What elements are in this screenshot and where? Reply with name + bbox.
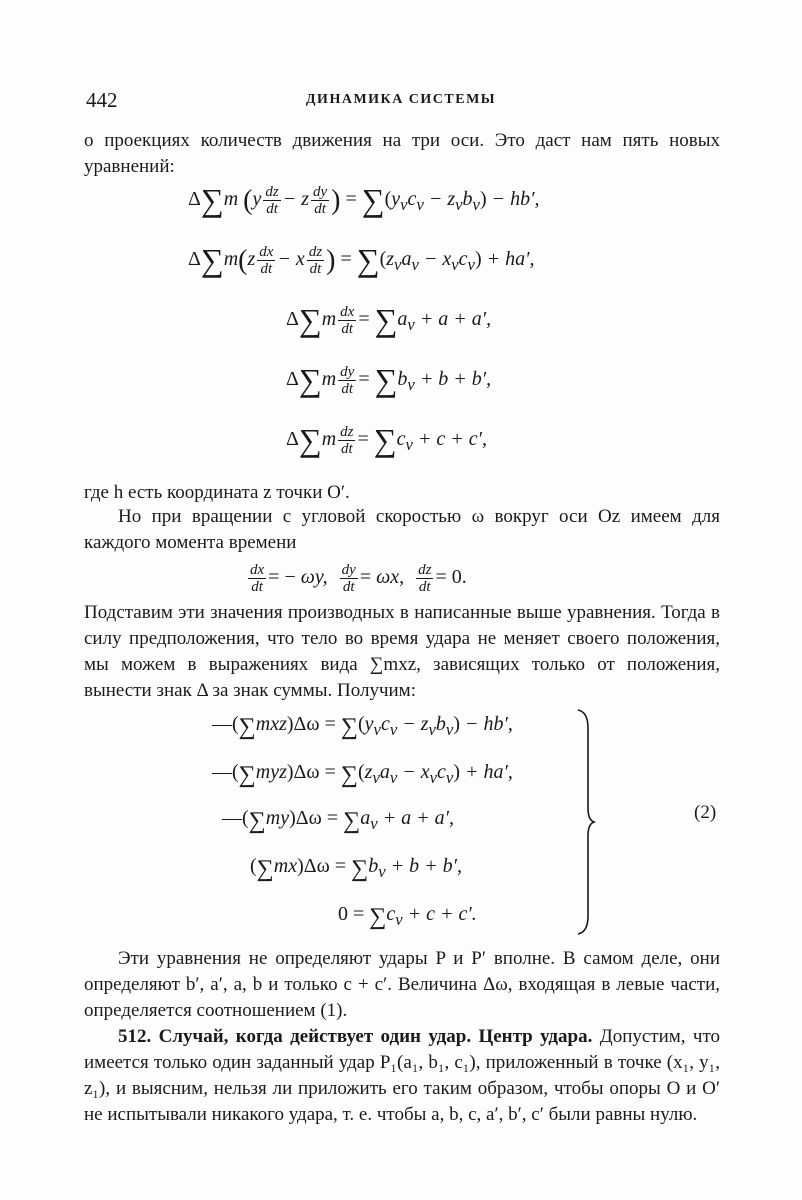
where-line: где h есть координата z точки O′. xyxy=(84,482,350,503)
equation-2-3: —(∑my)Δω = $\sum a_\nu + a + a'$, xyxy=(222,807,454,834)
intro-paragraph: о проекциях количеств движения на три оси. Это даст нам пять новых уравнений: xyxy=(84,130,720,177)
equation-2-2: —(∑myz)Δω = $\sum(z_\nu a_\nu - x_\nu c_\nu) + ha'$, xyxy=(212,761,513,788)
running-header: ДИНАМИКА СИСТЕМЫ xyxy=(305,92,497,107)
right-brace xyxy=(576,708,596,936)
equation-2-5: $0 = \sum c_\nu + c + c'$. xyxy=(338,903,477,930)
equation-number: (2) xyxy=(694,802,717,823)
equation-2-1: —(∑mxz)Δω = $\sum(y_\nu c_\nu - z_\nu b_\nu) - hb'$, xyxy=(212,713,513,740)
remark-paragraph: Эти уравнения не определяют удары P и P′ вполне. В самом деле, они определяют b′, a′, a, b и только c + c′. Величина Δω, входящая в левые части, определяется соотношением (1). xyxy=(84,948,720,1021)
equation-3: Δ∑m $\frac{dx}{dt}$ = $\sum a_\nu + a + a'$, xyxy=(286,302,492,339)
equation-2-4: $(\sum mx)\Delta\omega = \sum b_\nu + b + b'$, xyxy=(250,855,462,882)
section-512 xyxy=(84,1024,720,1128)
page-number: 442 xyxy=(86,88,118,112)
equation-4: Δ∑m $\frac{dy}{dt}$ = $\sum b_\nu + b + b'$, xyxy=(286,362,492,399)
equation-5: Δ∑m $\frac{dz}{dt}$ = $\sum c_\nu + c + c'$, xyxy=(286,422,487,459)
equation-2: Δ∑m(z $\frac{dx}{dt}$ − x $\frac{dz}{dt}$ ) = $\sum(z_\nu a_\nu - x_\nu c_\nu) + ha'$, xyxy=(188,242,535,279)
section-heading: 512. Случай, когда действует один удар. Центр удара. xyxy=(118,1026,593,1047)
rotation-paragraph: Но при вращении с угловой скоростью ω вокруг оси Oz имеем для каждого момента времени xyxy=(84,506,720,553)
equation-1: Δ∑m (y $\frac{dz}{dt}$ − z $\frac{dy}{dt}$ ) = $\sum(y_\nu c_\nu - z_\nu b_\nu) - hb'$, xyxy=(188,182,540,219)
section-text: Допустим, что имеется только один заданный удар P₁(a₁, b₁, c₁), приложенный в точке (x₁, y₁, z₁), и выясним, нельзя ли приложить его таким образом, чтобы опоры O и O′ не испытывали никакого удара, т. е. чтобы a, b, c, a′, b′, c′ были равны нулю. xyxy=(84,1026,721,1125)
substitution-paragraph: Подставим эти значения производных в написанные выше уравнения. Тогда в силу предположения, что тело во время удара не меняет своего положения, мы можем в выражениях вида ∑mxz, зависящих только от положения, вынести знак Δ за знак суммы. Получим: xyxy=(84,602,720,701)
rotation-equation: $\frac{dx}{dt}$ = − ωy, $\frac{dy}{dt}$ = ωx, $\frac{dz}{dt}$ = 0. xyxy=(250,562,467,595)
